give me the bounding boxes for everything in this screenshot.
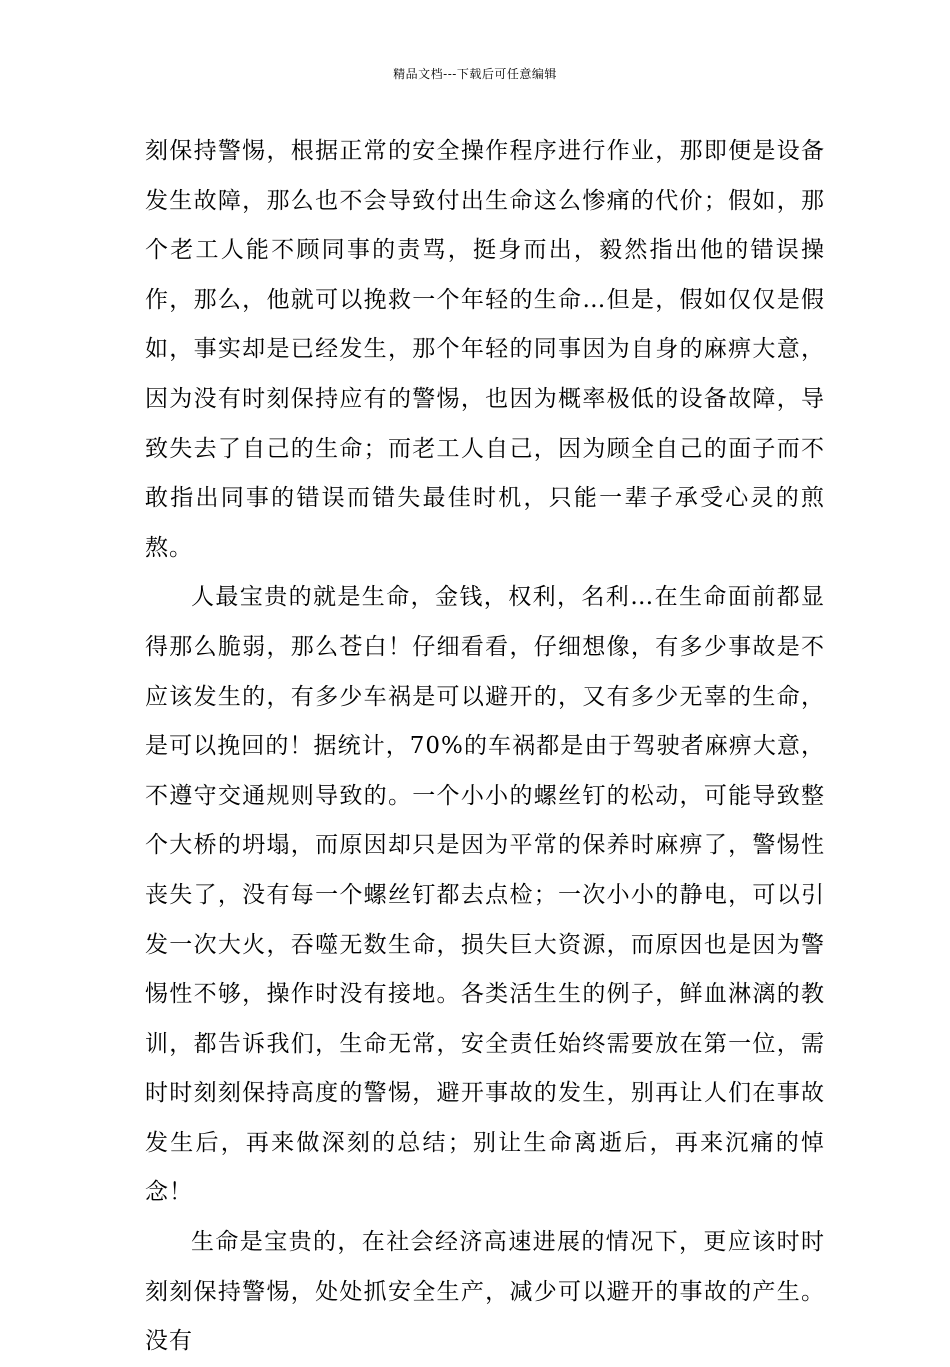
document-body xyxy=(145,127,825,1367)
page-header: 精品文档---下载后可任意编辑 xyxy=(393,67,557,81)
paragraph-continuation: 刻保持警惕，根据正常的安全操作程序进行作业，那即便是设备发生故障，那么也不会导致付出生命这么惨痛的代价；假如，那个老工人能不顾同事的责骂，挺身而出，毅然指出他的错误操作，那么，他就可以挽救一个年轻的生命…但是，假如仅仅是假如，事实却是已经发生，那个年轻的同事因为自身的麻痹大意，因为没有时刻保持应有的警惕，也因为概率极低的设备故障，导致失去了自己的生命；而老工人自己，因为顾全自己的面子而不敢指出同事的错误而错失最佳时机，只能一辈子承受心灵的煎熬。 xyxy=(145,138,825,561)
paragraph-conclusion: 生命是宝贵的，在社会经济高速进展的情况下，更应该时时刻刻保持警惕，处处抓安全生产，减少可以避开的事故的产生。没有 xyxy=(145,1229,825,1355)
paragraph-life-value: 人最宝贵的就是生命，金钱，权利，名利…在生命面前都显得那么脆弱，那么苍白！仔细看看，仔细想像，有多少事故是不应该发生的，有多少车祸是可以避开的，又有多少无辜的生命，是可以挽回的！据统计，70%的车祸都是由于驾驶者麻痹大意，不遵守交通规则导致的。一个小小的螺丝钉的松动，可能导致整个大桥的坍塌，而原因却只是因为平常的保养时麻痹了，警惕性丧失了，没有每一个螺丝钉都去点检；一次小小的静电，可以引发一次大火，吞噬无数生命，损失巨大资源，而原因也是因为警惕性不够，操作时没有接地。各类活生生的例子，鲜血淋漓的教训，都告诉我们，生命无常，安全责任始终需要放在第一位，需时时刻刻保持高度的警惕，避开事故的发生，别再让人们在事故发生后，再来做深刻的总结；别让生命离逝后，再来沉痛的悼念！ xyxy=(145,584,825,1206)
